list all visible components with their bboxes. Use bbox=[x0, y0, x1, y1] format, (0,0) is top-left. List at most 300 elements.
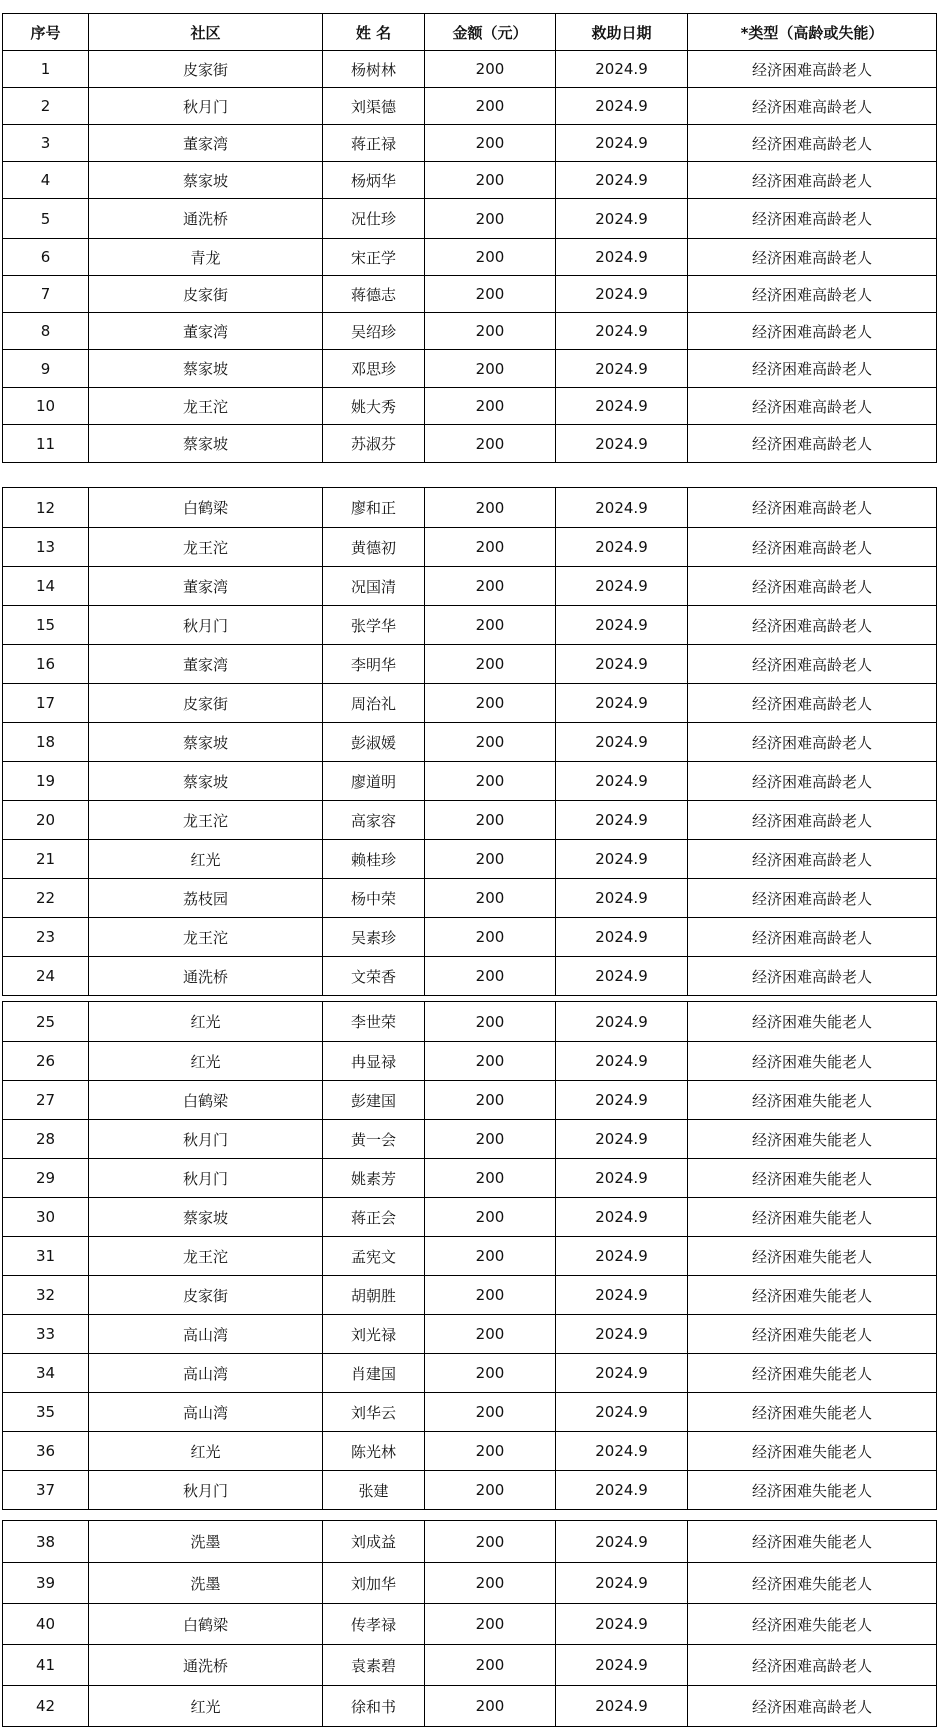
cell-name: 邓思珍 bbox=[322, 350, 424, 387]
cell-community: 皮家街 bbox=[88, 276, 322, 312]
cell-name: 蒋德志 bbox=[322, 276, 424, 312]
cell-type: 经济困难高龄老人 bbox=[687, 879, 936, 917]
table-page-3 bbox=[2, 1001, 937, 1510]
table-row bbox=[3, 956, 936, 995]
cell-date: 2024.9 bbox=[555, 239, 687, 275]
cell-date: 2024.9 bbox=[555, 1563, 687, 1603]
cell-community: 高山湾 bbox=[88, 1354, 322, 1392]
table-row bbox=[3, 644, 936, 683]
cell-amount: 200 bbox=[424, 528, 555, 566]
table-row bbox=[3, 566, 936, 605]
cell-community: 龙王沱 bbox=[88, 801, 322, 839]
cell-index: 27 bbox=[35, 1091, 56, 1109]
cell-amount: 200 bbox=[424, 162, 555, 198]
table-row bbox=[3, 349, 936, 387]
cell-index: 41 bbox=[35, 1656, 56, 1674]
cell-date: 2024.9 bbox=[555, 388, 687, 424]
cell-date: 2024.9 bbox=[555, 313, 687, 349]
table-row bbox=[3, 275, 936, 312]
cell-amount: 200 bbox=[424, 313, 555, 349]
cell-amount: 200 bbox=[424, 762, 555, 800]
table-row bbox=[3, 387, 936, 424]
cell-date: 2024.9 bbox=[555, 162, 687, 198]
cell-amount: 200 bbox=[424, 1276, 555, 1314]
header-date: 救助日期 bbox=[555, 14, 687, 50]
table-page-1 bbox=[2, 13, 937, 463]
cell-date: 2024.9 bbox=[555, 1198, 687, 1236]
cell-amount: 200 bbox=[424, 645, 555, 683]
cell-amount: 200 bbox=[424, 1604, 555, 1644]
cell-name: 杨炳华 bbox=[322, 162, 424, 198]
cell-index: 33 bbox=[35, 1325, 56, 1343]
cell-index: 29 bbox=[35, 1169, 56, 1187]
cell-name: 陈光林 bbox=[322, 1432, 424, 1470]
cell-amount: 200 bbox=[424, 1315, 555, 1353]
cell-index: 6 bbox=[40, 248, 51, 266]
cell-community: 蔡家坡 bbox=[88, 162, 322, 198]
cell-name: 蒋正禄 bbox=[322, 125, 424, 161]
cell-amount: 200 bbox=[424, 1198, 555, 1236]
cell-amount: 200 bbox=[424, 276, 555, 312]
cell-date: 2024.9 bbox=[555, 528, 687, 566]
cell-amount: 200 bbox=[424, 1563, 555, 1603]
cell-community: 龙王沱 bbox=[88, 1237, 322, 1275]
cell-type: 经济困难失能老人 bbox=[687, 1393, 936, 1431]
cell-community: 高山湾 bbox=[88, 1315, 322, 1353]
cell-type: 经济困难失能老人 bbox=[687, 1315, 936, 1353]
table-page-2 bbox=[2, 487, 937, 996]
cell-community: 红光 bbox=[88, 1042, 322, 1080]
cell-community: 白鹤梁 bbox=[88, 488, 322, 527]
cell-index: 15 bbox=[35, 616, 56, 634]
cell-index: 13 bbox=[35, 538, 56, 556]
cell-amount: 200 bbox=[424, 840, 555, 878]
cell-index: 3 bbox=[40, 134, 51, 152]
cell-name: 彭淑媛 bbox=[322, 723, 424, 761]
cell-index: 42 bbox=[35, 1697, 56, 1715]
cell-community: 秋月门 bbox=[88, 606, 322, 644]
cell-type: 经济困难高龄老人 bbox=[687, 239, 936, 275]
cell-type: 经济困难高龄老人 bbox=[687, 918, 936, 956]
cell-community: 红光 bbox=[88, 1432, 322, 1470]
table-page-4 bbox=[2, 1520, 937, 1727]
cell-index: 17 bbox=[35, 694, 56, 712]
cell-name: 况仕珍 bbox=[322, 199, 424, 238]
cell-amount: 200 bbox=[424, 425, 555, 462]
header-type: *类型（高龄或失能） bbox=[687, 14, 936, 50]
cell-type: 经济困难高龄老人 bbox=[687, 388, 936, 424]
table-row bbox=[3, 1314, 936, 1353]
cell-community: 白鹤梁 bbox=[88, 1081, 322, 1119]
cell-type: 经济困难高龄老人 bbox=[687, 684, 936, 722]
cell-amount: 200 bbox=[424, 606, 555, 644]
cell-community: 皮家街 bbox=[88, 684, 322, 722]
cell-amount: 200 bbox=[424, 1354, 555, 1392]
cell-index: 28 bbox=[35, 1130, 56, 1148]
cell-type: 经济困难高龄老人 bbox=[687, 957, 936, 995]
cell-index: 10 bbox=[35, 397, 56, 415]
cell-date: 2024.9 bbox=[555, 199, 687, 238]
table-row bbox=[3, 527, 936, 566]
cell-community: 董家湾 bbox=[88, 645, 322, 683]
cell-type: 经济困难高龄老人 bbox=[687, 488, 936, 527]
cell-date: 2024.9 bbox=[555, 488, 687, 527]
cell-type: 经济困难高龄老人 bbox=[687, 723, 936, 761]
cell-index: 30 bbox=[35, 1208, 56, 1226]
cell-name: 胡朝胜 bbox=[322, 1276, 424, 1314]
cell-name: 吴素珍 bbox=[322, 918, 424, 956]
cell-name: 文荣香 bbox=[322, 957, 424, 995]
cell-amount: 200 bbox=[424, 684, 555, 722]
header-name: 姓 名 bbox=[322, 14, 424, 50]
cell-amount: 200 bbox=[424, 350, 555, 387]
cell-name: 彭建国 bbox=[322, 1081, 424, 1119]
cell-type: 经济困难失能老人 bbox=[687, 1237, 936, 1275]
cell-community: 洗墨 bbox=[88, 1563, 322, 1603]
cell-date: 2024.9 bbox=[555, 1081, 687, 1119]
cell-name: 杨树林 bbox=[322, 51, 424, 87]
cell-type: 经济困难高龄老人 bbox=[687, 801, 936, 839]
cell-index: 19 bbox=[35, 772, 56, 790]
table-row bbox=[3, 1431, 936, 1470]
cell-index: 25 bbox=[35, 1012, 56, 1031]
cell-name: 姚大秀 bbox=[322, 388, 424, 424]
table-row bbox=[3, 1275, 936, 1314]
cell-amount: 200 bbox=[424, 1471, 555, 1509]
cell-amount: 200 bbox=[424, 1521, 555, 1562]
table-row bbox=[3, 124, 936, 161]
cell-community: 秋月门 bbox=[88, 88, 322, 124]
cell-type: 经济困难高龄老人 bbox=[687, 606, 936, 644]
cell-type: 经济困难高龄老人 bbox=[687, 645, 936, 683]
cell-type: 经济困难高龄老人 bbox=[687, 840, 936, 878]
cell-type: 经济困难高龄老人 bbox=[687, 162, 936, 198]
cell-amount: 200 bbox=[424, 1686, 555, 1726]
cell-community: 洗墨 bbox=[88, 1521, 322, 1562]
cell-date: 2024.9 bbox=[555, 1604, 687, 1644]
cell-amount: 200 bbox=[424, 125, 555, 161]
cell-type: 经济困难失能老人 bbox=[687, 1521, 936, 1562]
cell-amount: 200 bbox=[424, 879, 555, 917]
cell-date: 2024.9 bbox=[555, 1042, 687, 1080]
table-row bbox=[3, 1197, 936, 1236]
cell-amount: 200 bbox=[424, 1393, 555, 1431]
table-row bbox=[3, 1521, 936, 1562]
cell-date: 2024.9 bbox=[555, 1393, 687, 1431]
cell-amount: 200 bbox=[424, 1645, 555, 1685]
cell-community: 蔡家坡 bbox=[88, 1198, 322, 1236]
cell-name: 徐和书 bbox=[322, 1686, 424, 1726]
cell-community: 通洗桥 bbox=[88, 1645, 322, 1685]
cell-community: 董家湾 bbox=[88, 567, 322, 605]
cell-amount: 200 bbox=[424, 1159, 555, 1197]
table-row bbox=[3, 878, 936, 917]
cell-name: 孟宪文 bbox=[322, 1237, 424, 1275]
cell-type: 经济困难失能老人 bbox=[687, 1002, 936, 1041]
table-row bbox=[3, 722, 936, 761]
cell-community: 青龙 bbox=[88, 239, 322, 275]
cell-amount: 200 bbox=[424, 1432, 555, 1470]
cell-amount: 200 bbox=[424, 957, 555, 995]
table-row bbox=[3, 87, 936, 124]
cell-amount: 200 bbox=[424, 488, 555, 527]
cell-community: 通洗桥 bbox=[88, 199, 322, 238]
cell-amount: 200 bbox=[424, 801, 555, 839]
cell-name: 姚素芳 bbox=[322, 1159, 424, 1197]
cell-index: 21 bbox=[35, 850, 56, 868]
cell-index: 2 bbox=[40, 97, 51, 115]
cell-index: 32 bbox=[35, 1286, 56, 1304]
cell-name: 吴绍珍 bbox=[322, 313, 424, 349]
cell-index: 16 bbox=[35, 655, 56, 673]
cell-name: 刘加华 bbox=[322, 1563, 424, 1603]
cell-date: 2024.9 bbox=[555, 51, 687, 87]
cell-index: 26 bbox=[35, 1052, 56, 1070]
cell-date: 2024.9 bbox=[555, 1645, 687, 1685]
table-row bbox=[3, 1236, 936, 1275]
cell-index: 24 bbox=[35, 967, 56, 985]
cell-index: 11 bbox=[35, 434, 56, 453]
cell-type: 经济困难高龄老人 bbox=[687, 276, 936, 312]
cell-amount: 200 bbox=[424, 1002, 555, 1041]
cell-date: 2024.9 bbox=[555, 1159, 687, 1197]
cell-index: 31 bbox=[35, 1247, 56, 1265]
cell-community: 秋月门 bbox=[88, 1120, 322, 1158]
table-row bbox=[3, 238, 936, 275]
table-row bbox=[3, 312, 936, 349]
cell-community: 高山湾 bbox=[88, 1393, 322, 1431]
table-row bbox=[3, 1080, 936, 1119]
cell-type: 经济困难高龄老人 bbox=[687, 313, 936, 349]
cell-date: 2024.9 bbox=[555, 425, 687, 462]
cell-name: 宋正学 bbox=[322, 239, 424, 275]
table-row bbox=[3, 917, 936, 956]
table-header-row bbox=[3, 14, 936, 50]
cell-name: 黄德初 bbox=[322, 528, 424, 566]
cell-date: 2024.9 bbox=[555, 1686, 687, 1726]
cell-date: 2024.9 bbox=[555, 918, 687, 956]
table-row bbox=[3, 488, 936, 527]
cell-community: 蔡家坡 bbox=[88, 350, 322, 387]
cell-name: 刘成益 bbox=[322, 1521, 424, 1562]
cell-community: 皮家街 bbox=[88, 51, 322, 87]
cell-type: 经济困难高龄老人 bbox=[687, 1645, 936, 1685]
cell-index: 38 bbox=[35, 1532, 56, 1551]
cell-index: 12 bbox=[35, 498, 56, 517]
cell-index: 40 bbox=[35, 1615, 56, 1633]
cell-community: 白鹤梁 bbox=[88, 1604, 322, 1644]
cell-type: 经济困难高龄老人 bbox=[687, 567, 936, 605]
cell-date: 2024.9 bbox=[555, 645, 687, 683]
cell-index: 22 bbox=[35, 889, 56, 907]
cell-amount: 200 bbox=[424, 88, 555, 124]
cell-date: 2024.9 bbox=[555, 1354, 687, 1392]
table-row bbox=[3, 1603, 936, 1644]
cell-date: 2024.9 bbox=[555, 1237, 687, 1275]
cell-name: 肖建国 bbox=[322, 1354, 424, 1392]
cell-amount: 200 bbox=[424, 567, 555, 605]
cell-index: 14 bbox=[35, 577, 56, 595]
cell-date: 2024.9 bbox=[555, 840, 687, 878]
cell-name: 李明华 bbox=[322, 645, 424, 683]
cell-amount: 200 bbox=[424, 1081, 555, 1119]
table-row bbox=[3, 198, 936, 238]
table-row bbox=[3, 1158, 936, 1197]
cell-date: 2024.9 bbox=[555, 723, 687, 761]
cell-date: 2024.9 bbox=[555, 125, 687, 161]
table-row bbox=[3, 161, 936, 198]
cell-index: 39 bbox=[35, 1574, 56, 1592]
cell-name: 张建 bbox=[322, 1471, 424, 1509]
cell-community: 皮家街 bbox=[88, 1276, 322, 1314]
cell-amount: 200 bbox=[424, 1120, 555, 1158]
cell-community: 蔡家坡 bbox=[88, 425, 322, 462]
cell-type: 经济困难失能老人 bbox=[687, 1471, 936, 1509]
cell-community: 红光 bbox=[88, 840, 322, 878]
cell-name: 张学华 bbox=[322, 606, 424, 644]
cell-amount: 200 bbox=[424, 388, 555, 424]
cell-index: 36 bbox=[35, 1442, 56, 1460]
table-row bbox=[3, 1644, 936, 1685]
cell-name: 传孝禄 bbox=[322, 1604, 424, 1644]
cell-type: 经济困难失能老人 bbox=[687, 1159, 936, 1197]
cell-type: 经济困难高龄老人 bbox=[687, 199, 936, 238]
cell-index: 23 bbox=[35, 928, 56, 946]
cell-community: 秋月门 bbox=[88, 1159, 322, 1197]
cell-index: 18 bbox=[35, 733, 56, 751]
cell-community: 通洗桥 bbox=[88, 957, 322, 995]
cell-name: 刘华云 bbox=[322, 1393, 424, 1431]
cell-community: 荔枝园 bbox=[88, 879, 322, 917]
cell-name: 周治礼 bbox=[322, 684, 424, 722]
cell-community: 蔡家坡 bbox=[88, 762, 322, 800]
cell-type: 经济困难失能老人 bbox=[687, 1081, 936, 1119]
cell-amount: 200 bbox=[424, 918, 555, 956]
table-row bbox=[3, 839, 936, 878]
cell-date: 2024.9 bbox=[555, 1002, 687, 1041]
table-row bbox=[3, 800, 936, 839]
cell-amount: 200 bbox=[424, 199, 555, 238]
cell-type: 经济困难失能老人 bbox=[687, 1042, 936, 1080]
cell-index: 37 bbox=[35, 1481, 56, 1499]
cell-name: 杨中荣 bbox=[322, 879, 424, 917]
table-row bbox=[3, 424, 936, 462]
cell-name: 蒋正会 bbox=[322, 1198, 424, 1236]
cell-date: 2024.9 bbox=[555, 1432, 687, 1470]
cell-community: 蔡家坡 bbox=[88, 723, 322, 761]
cell-index: 5 bbox=[40, 209, 51, 228]
table-row bbox=[3, 761, 936, 800]
cell-type: 经济困难高龄老人 bbox=[687, 125, 936, 161]
cell-date: 2024.9 bbox=[555, 801, 687, 839]
table-row bbox=[3, 1562, 936, 1603]
cell-name: 况国清 bbox=[322, 567, 424, 605]
cell-community: 红光 bbox=[88, 1686, 322, 1726]
cell-name: 苏淑芬 bbox=[322, 425, 424, 462]
cell-name: 李世荣 bbox=[322, 1002, 424, 1041]
table-row bbox=[3, 1685, 936, 1726]
cell-community: 龙王沱 bbox=[88, 918, 322, 956]
cell-name: 廖和正 bbox=[322, 488, 424, 527]
header-amount: 金额（元） bbox=[424, 14, 555, 50]
table-row bbox=[3, 1041, 936, 1080]
table-row bbox=[3, 1470, 936, 1509]
table-row bbox=[3, 683, 936, 722]
cell-type: 经济困难失能老人 bbox=[687, 1198, 936, 1236]
cell-date: 2024.9 bbox=[555, 762, 687, 800]
cell-date: 2024.9 bbox=[555, 350, 687, 387]
header-index: 序号 bbox=[30, 23, 61, 42]
cell-name: 袁素碧 bbox=[322, 1645, 424, 1685]
cell-date: 2024.9 bbox=[555, 88, 687, 124]
cell-community: 红光 bbox=[88, 1002, 322, 1041]
cell-amount: 200 bbox=[424, 1042, 555, 1080]
cell-date: 2024.9 bbox=[555, 879, 687, 917]
cell-type: 经济困难高龄老人 bbox=[687, 425, 936, 462]
cell-amount: 200 bbox=[424, 239, 555, 275]
cell-index: 9 bbox=[40, 359, 51, 378]
cell-type: 经济困难失能老人 bbox=[687, 1276, 936, 1314]
cell-community: 龙王沱 bbox=[88, 388, 322, 424]
cell-name: 刘光禄 bbox=[322, 1315, 424, 1353]
cell-index: 34 bbox=[35, 1364, 56, 1382]
cell-community: 董家湾 bbox=[88, 313, 322, 349]
cell-type: 经济困难高龄老人 bbox=[687, 762, 936, 800]
cell-type: 经济困难高龄老人 bbox=[687, 1686, 936, 1726]
cell-index: 35 bbox=[35, 1403, 56, 1421]
cell-type: 经济困难失能老人 bbox=[687, 1354, 936, 1392]
cell-amount: 200 bbox=[424, 723, 555, 761]
table-row bbox=[3, 1392, 936, 1431]
cell-index: 20 bbox=[35, 811, 56, 829]
table-row bbox=[3, 1119, 936, 1158]
cell-type: 经济困难高龄老人 bbox=[687, 528, 936, 566]
cell-index: 8 bbox=[40, 322, 51, 340]
table-row bbox=[3, 1353, 936, 1392]
cell-type: 经济困难失能老人 bbox=[687, 1432, 936, 1470]
cell-date: 2024.9 bbox=[555, 684, 687, 722]
cell-date: 2024.9 bbox=[555, 1315, 687, 1353]
header-community: 社区 bbox=[88, 14, 322, 50]
cell-name: 高家容 bbox=[322, 801, 424, 839]
cell-community: 秋月门 bbox=[88, 1471, 322, 1509]
table-row bbox=[3, 50, 936, 87]
cell-name: 冉显禄 bbox=[322, 1042, 424, 1080]
cell-name: 廖道明 bbox=[322, 762, 424, 800]
cell-date: 2024.9 bbox=[555, 567, 687, 605]
cell-type: 经济困难失能老人 bbox=[687, 1563, 936, 1603]
cell-name: 赖桂珍 bbox=[322, 840, 424, 878]
cell-type: 经济困难高龄老人 bbox=[687, 51, 936, 87]
cell-type: 经济困难高龄老人 bbox=[687, 88, 936, 124]
cell-index: 1 bbox=[40, 60, 51, 78]
cell-name: 刘渠德 bbox=[322, 88, 424, 124]
cell-date: 2024.9 bbox=[555, 1471, 687, 1509]
cell-community: 董家湾 bbox=[88, 125, 322, 161]
cell-amount: 200 bbox=[424, 1237, 555, 1275]
cell-amount: 200 bbox=[424, 51, 555, 87]
cell-index: 4 bbox=[40, 171, 51, 189]
cell-community: 龙王沱 bbox=[88, 528, 322, 566]
cell-type: 经济困难失能老人 bbox=[687, 1604, 936, 1644]
table-row bbox=[3, 605, 936, 644]
cell-type: 经济困难高龄老人 bbox=[687, 350, 936, 387]
cell-date: 2024.9 bbox=[555, 1521, 687, 1562]
cell-date: 2024.9 bbox=[555, 276, 687, 312]
cell-name: 黄一会 bbox=[322, 1120, 424, 1158]
cell-date: 2024.9 bbox=[555, 606, 687, 644]
cell-type: 经济困难失能老人 bbox=[687, 1120, 936, 1158]
